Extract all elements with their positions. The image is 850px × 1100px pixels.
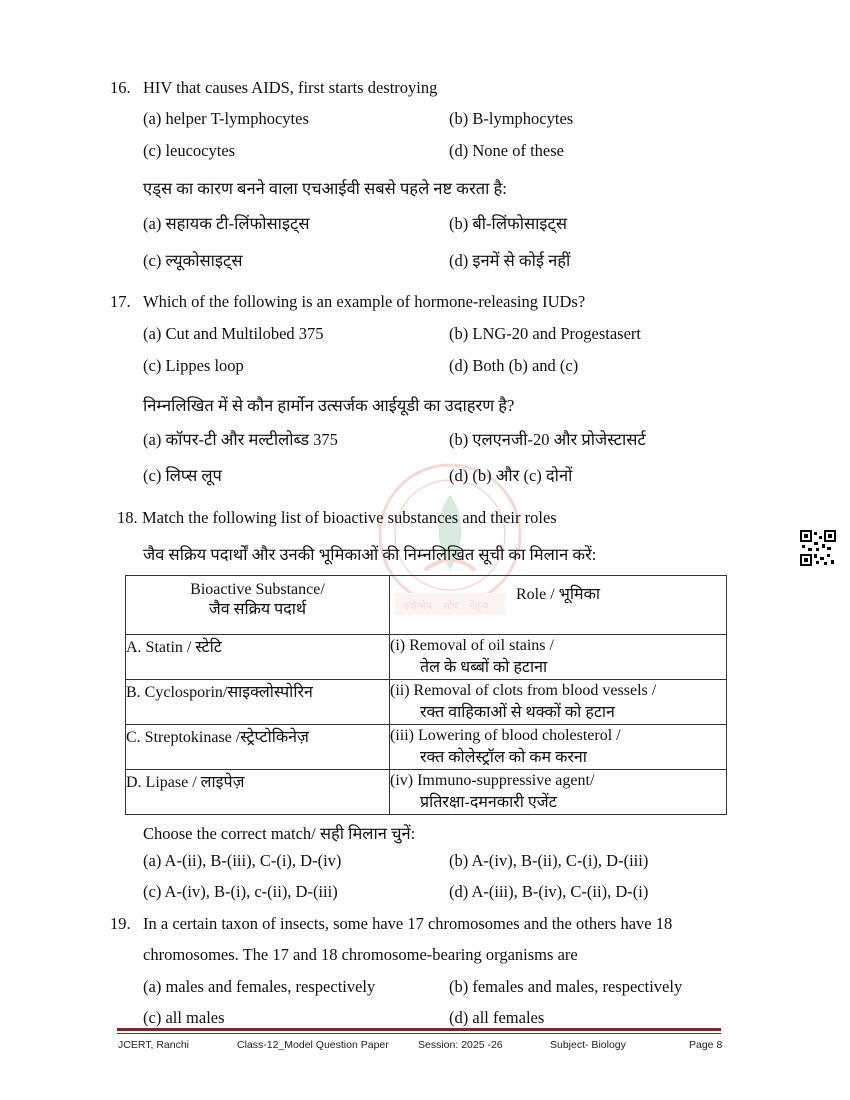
row-d-role <box>390 770 727 815</box>
row-c-role-line2: रक्त कोलेस्ट्रॉल को कम करना <box>420 749 587 766</box>
q18-option-c: (c) A-(iv), B-(i), c-(ii), D-(iii) <box>143 882 338 901</box>
q18-text: Match the following list of bioactive substances and their roles <box>142 508 557 527</box>
q16-hindi-text: एड्स का कारण बनने वाला एचआईवी सबसे पहले नष्ट करता है: <box>143 179 507 198</box>
q19-option-a: (a) males and females, respectively <box>143 977 376 996</box>
table-row <box>126 770 727 815</box>
header-substance-line1: Bioactive Substance/ <box>190 581 325 598</box>
watermark-motto-2: शोध <box>443 601 459 612</box>
q16-text: HIV that causes AIDS, first starts destroying <box>143 78 438 97</box>
header-role: Role / भूमिका <box>390 576 727 635</box>
row-c-role <box>390 725 727 770</box>
row-a-role-line2: तेल के धब्बों को हटाना <box>420 659 548 676</box>
q18-option-d: (d) A-(iii), B-(iv), C-(ii), D-(i) <box>449 882 649 901</box>
row-b-role-line2: रक्त वाहिकाओं से थक्कों को हटान <box>420 704 615 721</box>
q16-option-a: (a) helper T-lymphocytes <box>143 109 309 128</box>
watermark-motto-3: नेतृत्व <box>469 601 489 612</box>
q16-hindi-option-b: (b) बी-लिंफोसाइट्स <box>449 214 568 233</box>
q19-option-d: (d) all females <box>449 1008 545 1027</box>
q19-text-line2: chromosomes. The 17 and 18 chromosome-bearing organisms are <box>143 945 578 964</box>
q16-option-d: (d) None of these <box>449 141 565 160</box>
match-table <box>125 575 727 815</box>
row-a-role-line1: (i) Removal of oil stains / <box>390 637 554 654</box>
q17-hindi-option-a: (a) कॉपर-टी और मल्टीलोब्ड 375 <box>143 430 338 449</box>
q17-option-c: (c) Lippes loop <box>143 356 244 375</box>
row-c-substance: C. Streptokinase /स्ट्रेप्टोकिनेज़ <box>126 725 390 770</box>
qr-code-icon <box>800 530 836 566</box>
header-substance <box>126 576 390 635</box>
table-row <box>126 680 727 725</box>
header-substance-line2: जैव सक्रिय पदार्थ <box>208 601 307 618</box>
q18-option-a: (a) A-(ii), B-(iii), C-(i), D-(iv) <box>143 851 342 870</box>
q19-option-c: (c) all males <box>143 1008 225 1027</box>
row-d-role-line1: (iv) Immuno-suppressive agent/ <box>390 772 595 789</box>
footer-page: Page 8 <box>689 1039 723 1051</box>
row-d-substance: D. Lipase / लाइपेज़ <box>126 770 390 815</box>
q18-hindi-text: जैव सक्रिय पदार्थों और उनकी भूमिकाओं की निम्नलिखित सूची का मिलान करें: <box>143 545 597 564</box>
q19-option-b: (b) females and males, respectively <box>449 977 683 996</box>
row-a-role <box>390 635 727 680</box>
footer-paper: Class-12_Model Question Paper <box>237 1039 389 1051</box>
q17-option-a: (a) Cut and Multilobed 375 <box>143 324 324 343</box>
q17-hindi-option-d: (d) (b) और (c) दोनों <box>449 466 573 485</box>
row-b-role-line1: (ii) Removal of clots from blood vessels / <box>390 682 657 699</box>
row-b-role <box>390 680 727 725</box>
q17-number: 17. <box>110 292 131 311</box>
q18-option-b: (b) A-(iv), B-(ii), C-(i), D-(iii) <box>449 851 649 870</box>
footer-rule-thin <box>117 1033 721 1034</box>
table-row <box>126 635 727 680</box>
q19-text-line1: In a certain taxon of insects, some have 17 chromosomes and the others have 18 <box>143 914 673 933</box>
q16-hindi-option-d: (d) इनमें से कोई नहीं <box>449 251 571 270</box>
row-b-substance: B. Cyclosporin/साइक्लोस्पोरिन <box>126 680 390 725</box>
q17-option-d: (d) Both (b) and (c) <box>449 356 579 375</box>
q19-number: 19. <box>110 914 131 933</box>
q16-option-c: (c) leucocytes <box>143 141 236 160</box>
footer-session: Session: 2025 -26 <box>418 1039 503 1051</box>
q16-hindi-option-a: (a) सहायक टी-लिंफोसाइट्स <box>143 214 310 233</box>
footer-org: JCERT, Ranchi <box>118 1039 189 1051</box>
q16-option-b: (b) B-lymphocytes <box>449 109 574 128</box>
watermark-motto-1: नवोन्मेष <box>403 601 432 612</box>
row-d-role-line2: प्रतिरक्षा-दमनकारी एजेंट <box>420 794 557 811</box>
q17-option-b: (b) LNG-20 and Progestasert <box>449 324 641 343</box>
footer-rule-thick <box>117 1028 721 1031</box>
table-row <box>126 725 727 770</box>
q18-number: 18. <box>117 508 138 527</box>
q16-number: 16. <box>110 78 131 97</box>
q17-text: Which of the following is an example of hormone-releasing IUDs? <box>143 292 586 311</box>
footer-subject: Subject- Biology <box>550 1039 626 1051</box>
q17-hindi-option-b: (b) एलएनजी-20 और प्रोजेस्टासर्ट <box>449 430 646 449</box>
q16-hindi-option-c: (c) ल्यूकोसाइट्स <box>143 251 243 270</box>
q17-hindi-text: निम्नलिखित में से कौन हार्मोन उत्सर्जक आईयूडी का उदाहरण है? <box>143 396 515 415</box>
q18-choose-text: Choose the correct match/ सही मिलान चुनें: <box>143 824 416 843</box>
row-c-role-line1: (iii) Lowering of blood cholesterol / <box>390 727 621 744</box>
row-a-substance: A. Statin / स्टेटि <box>126 635 390 680</box>
q17-hindi-option-c: (c) लिप्स लूप <box>143 466 222 485</box>
match-table-header <box>126 576 727 635</box>
